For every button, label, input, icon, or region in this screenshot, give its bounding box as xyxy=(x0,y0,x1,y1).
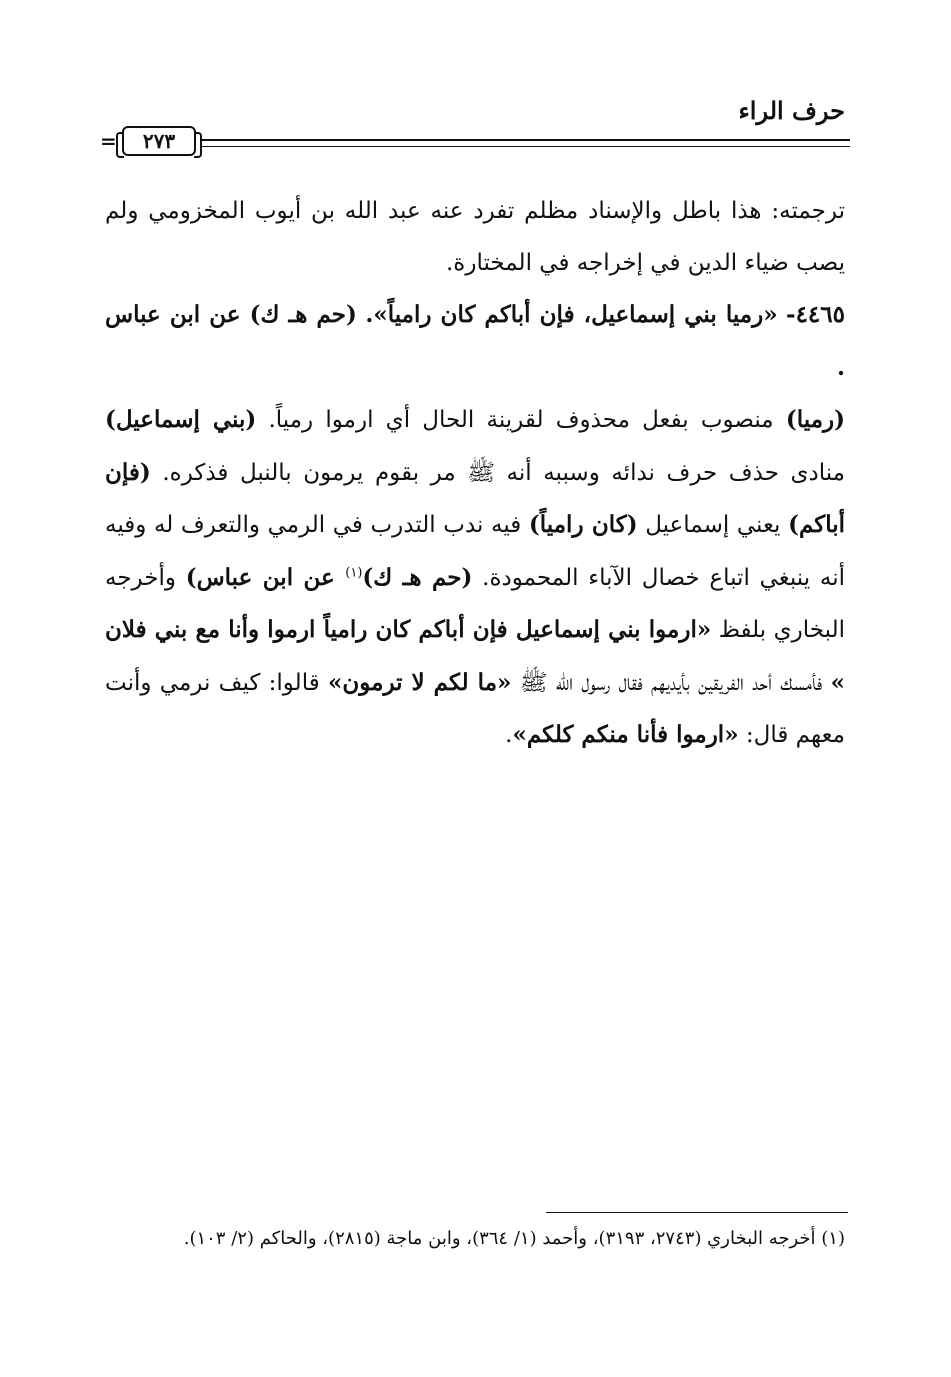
main-text xyxy=(105,186,845,762)
commentary-paragraph: ترجمته: هذا باطل والإسناد مظلم تفرد عنه عبد الله بن أيوب المخزومي ولم يصب ضياء الدين في إخراجه في المختارة. xyxy=(105,198,845,276)
page-number: ٢٧٣ xyxy=(122,126,196,156)
footnote-ref[interactable]: (١) xyxy=(345,564,363,580)
hadith-number: ٤٤٦٥- xyxy=(786,301,845,328)
commentary-paragraph: (رميا) منصوب بفعل محذوف لقرينة الحال أي ارموا رمياً. (بني إسماعيل) منادى حذف حرف ندائه وسببه أنه ﷺ مر بقوم يرمون بالنبل فذكره. (فإن أباكم) يعني إسماعيل (كان رامياً) فيه ندب التدرب في الرمي والتعرف له وفيه أنه ينبغي اتباع خصال الآباء المحمودة. (حم هـ ك)$^{(١)}$ عن ابن عباس) وأخرجه البخاري بلفظ «ارموا بني إسماعيل فإن أباكم كان رامياً ارموا وأنا مع بني فلان » فأمسك أحد الفريقين بأيديهم فقال رسول الله ﷺ «ما لكم لا ترمون» قالوا: كيف نرمي وأنت معهم قال: «ارموا فأنا منكم كلكم». xyxy=(105,406,846,748)
hadith-text: «رميا بني إسماعيل، فإن أباكم كان رامياً». xyxy=(365,301,778,328)
footnotes xyxy=(105,1222,845,1255)
footnote-separator xyxy=(546,1212,848,1213)
header-rule xyxy=(100,126,850,162)
footnote-1: (١) أخرجه البخاري (٢٧٤٣، ٣١٩٣)، وأحمد (١/ ٣٦٤)، وابن ماجة (٢٨١٥)، والحاكم (٢/ ١٠٣). xyxy=(183,1228,845,1249)
running-title: حرف الراء xyxy=(738,96,845,125)
hadith-entry xyxy=(105,289,845,394)
header-rule-line xyxy=(200,139,850,141)
hadith-source: (حم هـ ك) عن ابن عباس . xyxy=(105,301,845,381)
continuation-mark: = xyxy=(100,129,117,153)
header-rule-line xyxy=(200,146,850,147)
